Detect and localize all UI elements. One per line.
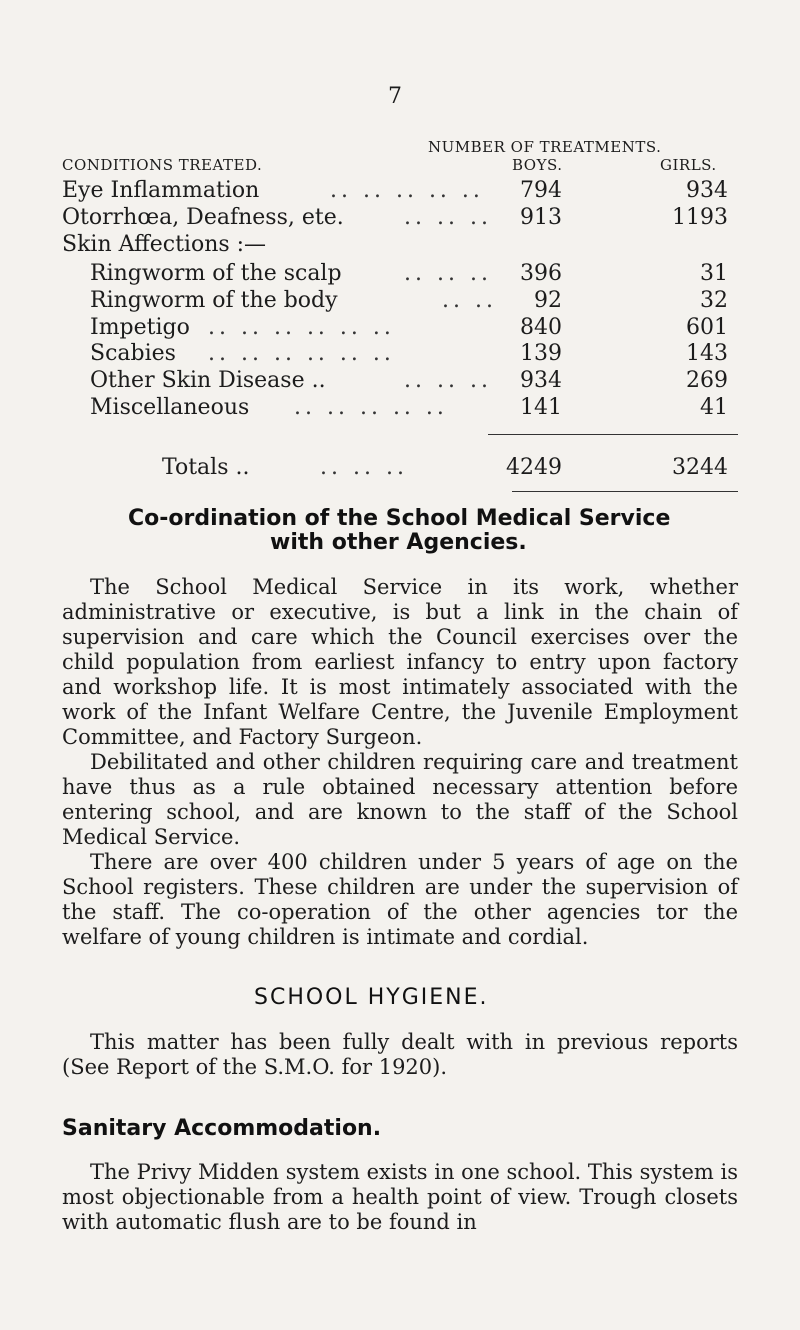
boys-value: 934	[520, 368, 562, 393]
conditions-column-header: CONDITIONS TREATED.	[62, 156, 263, 174]
girls-value: 41	[700, 395, 728, 420]
boys-value: 840	[520, 315, 562, 340]
row-label: Otorrhœa, Deafness, ete.	[62, 205, 344, 230]
row-label: Other Skin Disease ..	[90, 368, 326, 393]
girls-value: 32	[700, 288, 728, 313]
leader-dots: .. .. ..	[404, 368, 492, 393]
page-number: 7	[388, 84, 402, 109]
leader-dots: .. .. .. .. .. ..	[208, 315, 395, 340]
table-row	[62, 286, 762, 316]
boys-value: 794	[520, 178, 562, 203]
row-label: Scabies	[90, 341, 176, 366]
boys-value: 141	[520, 395, 562, 420]
row-label: Skin Affections :—	[62, 232, 267, 257]
row-label: Eye Inflammation	[62, 178, 260, 203]
totals-label: Totals ..	[162, 455, 250, 480]
leader-dots: .. .. ..	[404, 205, 492, 230]
section-body	[62, 575, 738, 950]
girls-value: 601	[686, 315, 728, 340]
treatments-header: NUMBER OF TREATMENTS.	[428, 138, 662, 156]
leader-dots: .. .. .. .. ..	[294, 395, 448, 420]
totals-row	[62, 453, 762, 483]
leader-dots: .. .. ..	[404, 261, 492, 286]
boys-column-header: BOYS.	[512, 156, 563, 174]
boys-value: 913	[520, 205, 562, 230]
girls-value: 269	[686, 368, 728, 393]
paragraph: The Privy Midden system exists in one school. This system is most objectionable from a health point of view. Trough closets with automatic flush are to be found in	[62, 1160, 738, 1234]
totals-bottom-rule	[512, 491, 738, 492]
table-row	[62, 230, 762, 260]
boys-value: 139	[520, 341, 562, 366]
section-body	[62, 1030, 738, 1080]
girls-total: 3244	[672, 455, 728, 480]
boys-total: 4249	[506, 455, 562, 480]
row-label: Ringworm of the body	[90, 288, 338, 313]
paragraph: The School Medical Service in its work, whether administrative or executive, is but a link in the chain of supervision and care which the Council exercises over the child population from earliest infancy to entry upon factory and workshop life. It is most intimately associated with the work of the Infant Welfare Centre, the Juvenile Employment Committee, and Factory Surgeon.	[62, 575, 738, 749]
section-heading: SCHOOL HYGIENE.	[254, 985, 489, 1010]
paragraph: There are over 400 children under 5 years of age on the School registers. These children are under the supervision of the staff. The co-operation of the other agencies tor the welfare of young children is intimate and cordial.	[62, 850, 738, 949]
girls-value: 143	[686, 341, 728, 366]
table-row	[62, 203, 762, 233]
section-body	[62, 1160, 738, 1235]
table-row	[62, 366, 762, 396]
boys-value: 92	[534, 288, 562, 313]
section-heading-line2: with other Agencies.	[270, 530, 527, 555]
paragraph: This matter has been fully dealt with in previous reports (See Report of the S.M.O. for 1920).	[62, 1030, 738, 1079]
girls-value: 31	[700, 261, 728, 286]
leader-dots: .. ..	[442, 288, 497, 313]
leader-dots: .. .. .. .. .. ..	[208, 341, 395, 366]
table-row	[62, 176, 762, 206]
leader-dots: .. .. ..	[320, 455, 408, 480]
paragraph: Debilitated and other children requiring care and treatment have thus as a rule obtained necessary attention before entering school, and are known to the staff of the School Medical Service.	[62, 750, 738, 849]
table-row	[62, 393, 762, 423]
row-label: Miscellaneous	[90, 395, 250, 420]
girls-value: 1193	[672, 205, 728, 230]
girls-column-header: GIRLS.	[660, 156, 717, 174]
table-row	[62, 339, 762, 369]
row-label: Ringworm of the scalp	[90, 261, 342, 286]
leader-dots: .. .. .. .. ..	[330, 178, 484, 203]
row-label: Impetigo	[90, 315, 190, 340]
section-heading: Sanitary Accommodation.	[62, 1116, 382, 1141]
section-heading: Co-ordination of the School Medical Service	[128, 506, 671, 531]
boys-value: 396	[520, 261, 562, 286]
totals-top-rule	[488, 434, 738, 435]
table-row	[62, 259, 762, 289]
girls-value: 934	[686, 178, 728, 203]
